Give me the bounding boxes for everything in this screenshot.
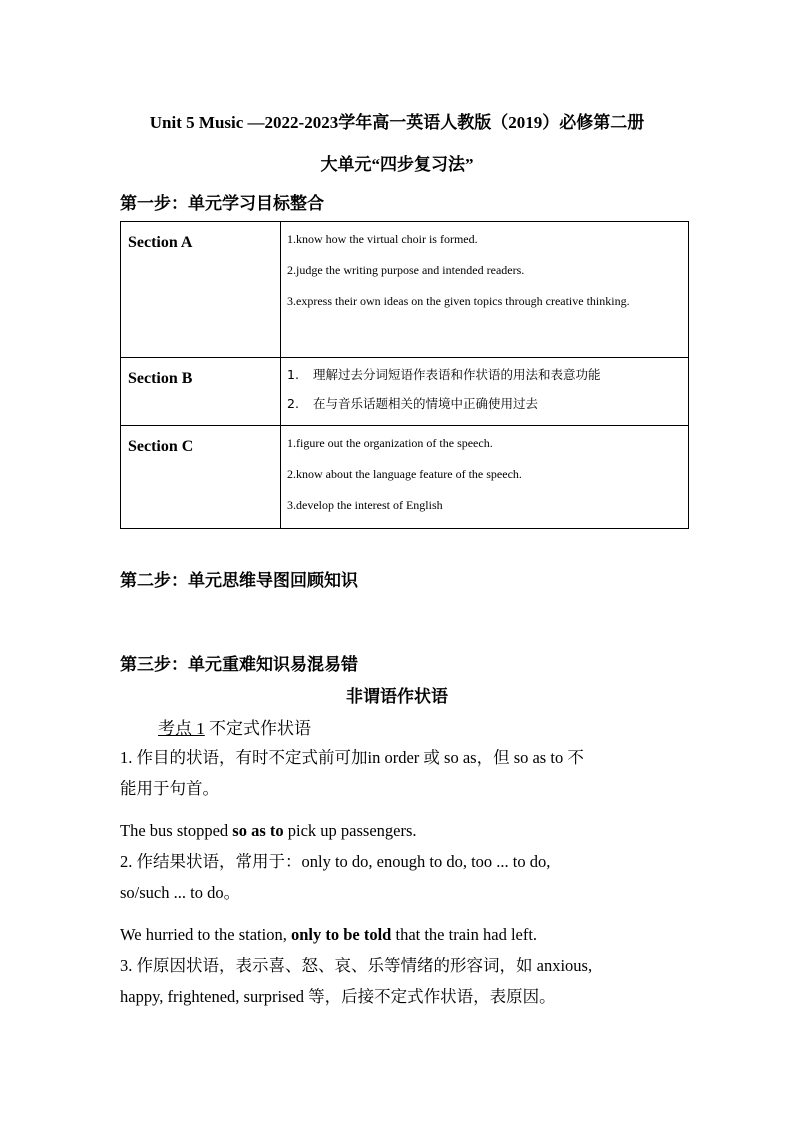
section-c-label: Section C — [121, 426, 281, 529]
document-subtitle: 大单元“四步复习法” — [320, 155, 474, 174]
list-item: 3.express their own ideas on the given topics through creative thinking. — [287, 294, 630, 308]
table-row — [121, 426, 689, 529]
section-title: 非谓语作状语 — [346, 687, 448, 706]
document-title: Unit 5 Music —2022-2023学年高一英语人教版（2019）必修第二册 — [149, 113, 645, 132]
step1-heading: 第一步：单元学习目标整合 — [120, 194, 324, 213]
kaodian-heading: 考点 1 不定式作状语 — [158, 719, 311, 738]
table-row — [121, 222, 689, 358]
list-item: 2.judge the writing purpose and intended readers. — [287, 263, 525, 277]
section-a-label: Section A — [121, 222, 281, 358]
list-item: 1.figure out the organization of the speech. — [287, 436, 493, 450]
paragraph-2: 2. 作结果状语，常用于：only to do, enough to do, too ... to do, so/such ... to do。 — [120, 852, 551, 902]
paragraph-1: 1. 作目的状语，有时不定式前可加in order 或 so as，但 so as to 不 能用于句首。 — [120, 748, 584, 798]
section-b-items — [281, 358, 689, 426]
example-2: We hurried to the station, only to be told that the train had left. — [120, 925, 538, 944]
step2-heading: 第二步：单元思维导图回顾知识 — [120, 571, 358, 590]
section-b-label: Section B — [121, 358, 281, 426]
table-row — [121, 358, 689, 426]
section-c-items — [281, 426, 689, 529]
list-item: 1. 理解过去分词短语作表语和作状语的用法和表意功能 — [287, 367, 601, 382]
list-item: 2.know about the language feature of the speech. — [287, 467, 522, 481]
goals-table — [120, 221, 689, 529]
paragraph-3: 3. 作原因状语，表示喜、怒、哀、乐等情绪的形容词，如 anxious, happy, frightened, surprised 等，后接不定式作状语，表原因。 — [120, 956, 593, 1006]
list-item: 1.know how the virtual choir is formed. — [287, 232, 478, 246]
list-item: 2. 在与音乐话题相关的情境中正确使用过去 — [287, 396, 539, 411]
step3-heading: 第三步：单元重难知识易混易错 — [120, 655, 358, 674]
section-a-items — [281, 222, 689, 358]
example-1: The bus stopped so as to pick up passengers. — [120, 821, 417, 840]
list-item: 3.develop the interest of English — [287, 498, 443, 512]
